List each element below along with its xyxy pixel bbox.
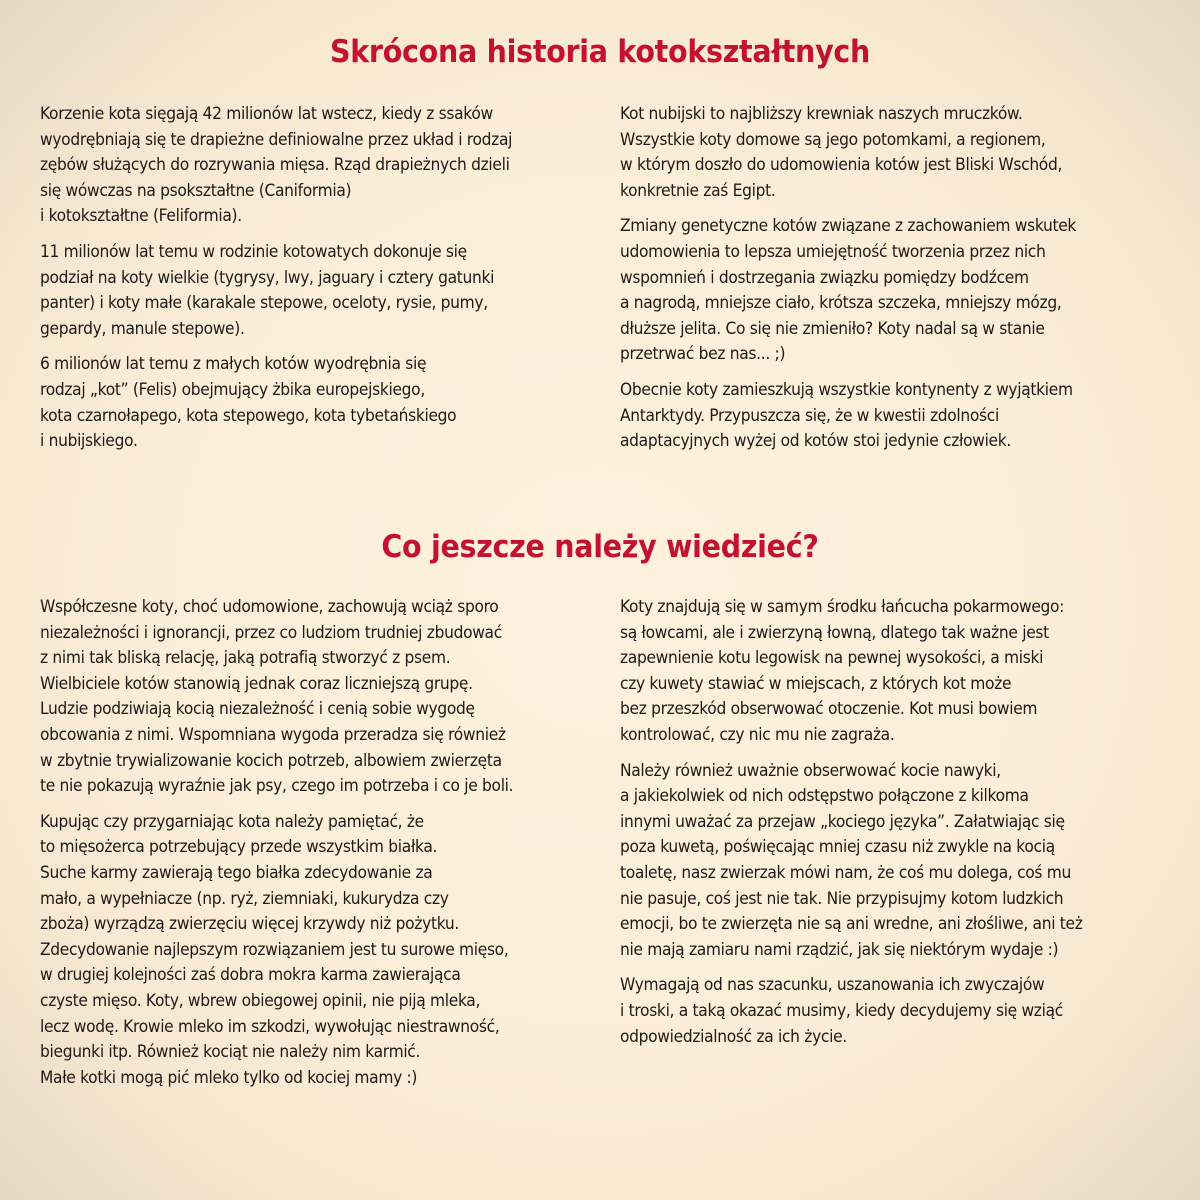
section-title-what-to-know: Co jeszcze należy wiedzieć? [381,529,819,565]
history-left-column [40,102,600,465]
paragraph-food-chain: Koty znajdują się w samym środku łańcucha pokarmowego: są łowcami, ale i zwierzyną łowną, dlatego tak ważne jest zapewnienie kotu legowisk na pewnej wysokości, a miski czy kuwety stawiać w miejscach, z których kot może bez przeszkód obserwować otoczenie. Kot musi bowiem kontrolować, czy nic mu nie zagraża. [620,597,1065,745]
paragraph-big-small-cats: 11 milionów lat temu w rodzinie kotowatych dokonuje się podział na koty wielkie (tygrysy, lwy, jaguary i cztery gatunki panter) i koty małe (karakale stepowe, oceloty, rysie, pumy, gepardy, manule stepowe). [40,241,495,339]
paragraph-diet: Kupując czy przygarniając kota należy pamiętać, że to mięsożerca potrzebujący przede wszystkim białka. Suche karmy zawierają tego białka zdecydowanie za mało, a wypełniacze (np. ryż, ziemniaki, kukurydza czy zboża) wyrządzą zwierzęciu więcej krzywdy niż pożytku. Zdecydowanie najlepszym rozwiązaniem jest tu surowe mięso, w drugiej kolejności zaś dobra mokra karma zawierająca czyste mięso. Koty, wbrew obiegowej opinii, nie piją mleka, lecz wodę. Krowie mleko im szkodzi, wywołując niestrawność, biegunki itp. Również kociąt nie należy nim karmić. Małe kotki mogą pić mleko tylko od kociej mamy :) [40,811,509,1088]
knowledge-left-column [40,595,600,1101]
paragraph-habits: Należy również uważnie obserwować kocie nawyki, a jakiekolwiek od nich odstępstwo połączone z kilkoma innymi uważać za przejaw „kociego języka”. Załatwiając się poza kuwetą, poświęcając mniej czasu niż zwykle na kocią toaletę, nasz zwierzak mówi nam, że coś mu dolega, coś mu nie pasuje, coś jest nie tak. Nie przypisujmy kotom ludzkich emocji, bo te zwierzęta nie są ani wredne, ani złośliwe, ani też nie mają zamiaru nami rządzić, jak się niektórym wydaje :) [620,760,1083,960]
paragraph-felis-genus: 6 milionów lat temu z małych kotów wyodrębnia się rodzaj „kot” (Felis) obejmujący żbika europejskiego, kota czarnołapego, kota stepowego, kota tybetańskiego i nubijskiego. [40,354,457,452]
paragraph-genetic-changes: Zmiany genetyczne kotów związane z zachowaniem wskutek udomowienia to lepsza umiejętność tworzenia przez nich wspomnień i dostrzegania związku pomiędzy bodźcem a nagrodą, mniejsze ciało, krótsza szczeka, mniejszy mózg, dłuższe jelita. Co się nie zmieniło? Koty nadal są w stanie przetrwać bez nas... ;) [620,216,1077,365]
knowledge-right-column [620,595,1180,1060]
history-right-column [620,102,1180,465]
paragraph-continents: Obecnie koty zamieszkują wszystkie kontynenty z wyjątkiem Antarktydy. Przypuszcza się, że w kwestii zdolności adaptacyjnych wyżej od kotów stoi jedynie człowiek. [620,379,1073,452]
section-title-history: Skrócona historia kotokształtnych [329,34,871,70]
paragraph-respect: Wymagają od nas szacunku, uszanowania ich zwyczajów i troski, a taką okazać musimy, kiedy decydujemy się wziąć odpowiedzialność za ich życie. [620,975,1063,1047]
paragraph-nubian-cat: Kot nubijski to najbliższy krewniak naszych mruczków. Wszystkie koty domowe są jego potomkami, a regionem, w którym doszło do udomowienia kotów jest Bliski Wschód, konkretnie zaś Egipt. [620,104,1063,201]
paragraph-origins: Korzenie kota sięgają 42 milionów lat wstecz, kiedy z ssaków wyodrębniają się te drapieżne definiowalne przez układ i rodzaj zębów służących do rozrywania mięsa. Rząd drapieżnych dzieli się wówczas na psokształtne (Caniformia) i kotokształtne (Feliformia). [40,104,513,227]
paragraph-independence: Współczesne koty, choć udomowione, zachowują wciąż sporo niezależności i ignorancji, przez co ludziom trudniej zbudować z nimi tak bliską relację, jaką potrafią stworzyć z psem. Wielbiciele kotów stanowią jednak coraz liczniejszą grupę. Ludzie podziwiają kocią niezależność i cenią sobie wygodę obcowania z nimi. Wspomniana wygoda przeradza się również w zbytnie trywializowanie kocich potrzeb, albowiem zwierzęta te nie pokazują wyraźnie jak psy, czego im potrzeba i co je boli. [40,597,514,797]
